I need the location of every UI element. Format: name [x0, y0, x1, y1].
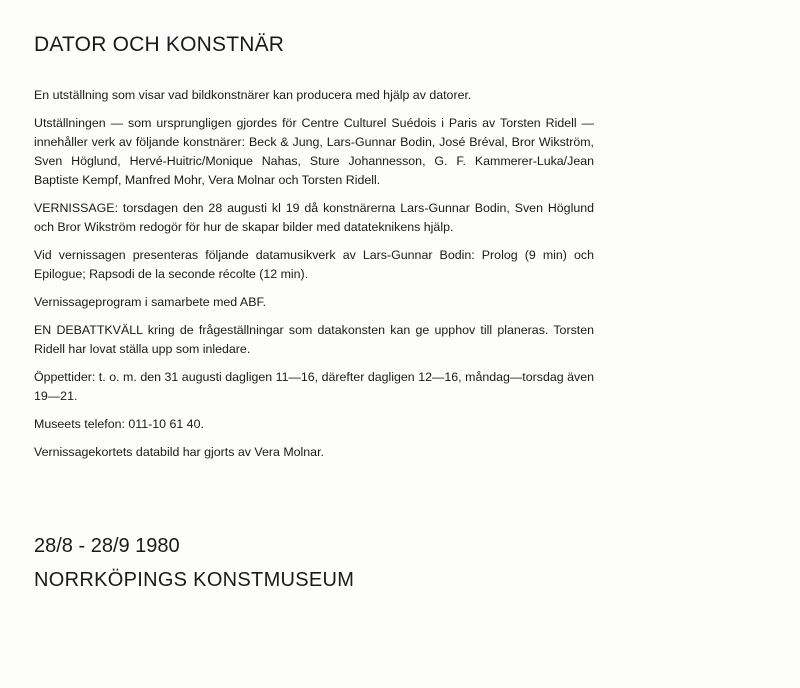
document-body [34, 86, 594, 471]
paragraph-phone: Museets telefon: 011-10 61 40. [34, 417, 204, 431]
paragraph-exhibition: Utställningen — som ursprungligen gjordes för Centre Culturel Suédois i Paris av Torsten Ridell — innehåller verk av följande konstnärer: Beck & Jung, Lars-Gunnar Bodin, José Bréval, Bror Wikström, Sven Höglund, Hervé-Huitric/Monique Nahas, Sture Johannesson, G. F. Kammerer-Luka/Jean Baptiste Kempf, Manfred Mohr, Vera Molnar och Torsten Ridell. [34, 116, 594, 187]
document-title: DATOR OCH KONSTNÄR [34, 33, 285, 56]
exhibition-dates: 28/8 - 28/9 1980 [34, 535, 180, 557]
paragraph-opening-hours: Öppettider: t. o. m. den 31 augusti dagligen 11—16, därefter dagligen 12—16, måndag—torsdag även 19—21. [34, 370, 594, 403]
paragraph-credit: Vernissagekortets databild har gjorts av Vera Molnar. [34, 445, 324, 459]
paragraph-music: Vid vernissagen presenteras följande datamusikverk av Lars-Gunnar Bodin: Prolog (9 min) och Epilogue; Rapsodi de la seconde récolte (12 min). [34, 248, 594, 281]
paragraph-vernissage: VERNISSAGE: torsdagen den 28 augusti kl 19 då konstnärerna Lars-Gunnar Bodin, Sven Höglund och Bror Wikström redogör för hur de skapar bilder med datateknikens hjälp. [34, 201, 594, 234]
paragraph-debate: EN DEBATTKVÄLL kring de frågeställningar som datakonsten kan ge upphov till planeras. Torsten Ridell har lovat ställa upp som inledare. [34, 323, 594, 356]
museum-name: NORRKÖPINGS KONSTMUSEUM [34, 569, 355, 591]
paragraph-program: Vernissageprogram i samarbete med ABF. [34, 295, 267, 309]
paragraph-intro: En utställning som visar vad bildkonstnärer kan producera med hjälp av datorer. [34, 88, 472, 102]
